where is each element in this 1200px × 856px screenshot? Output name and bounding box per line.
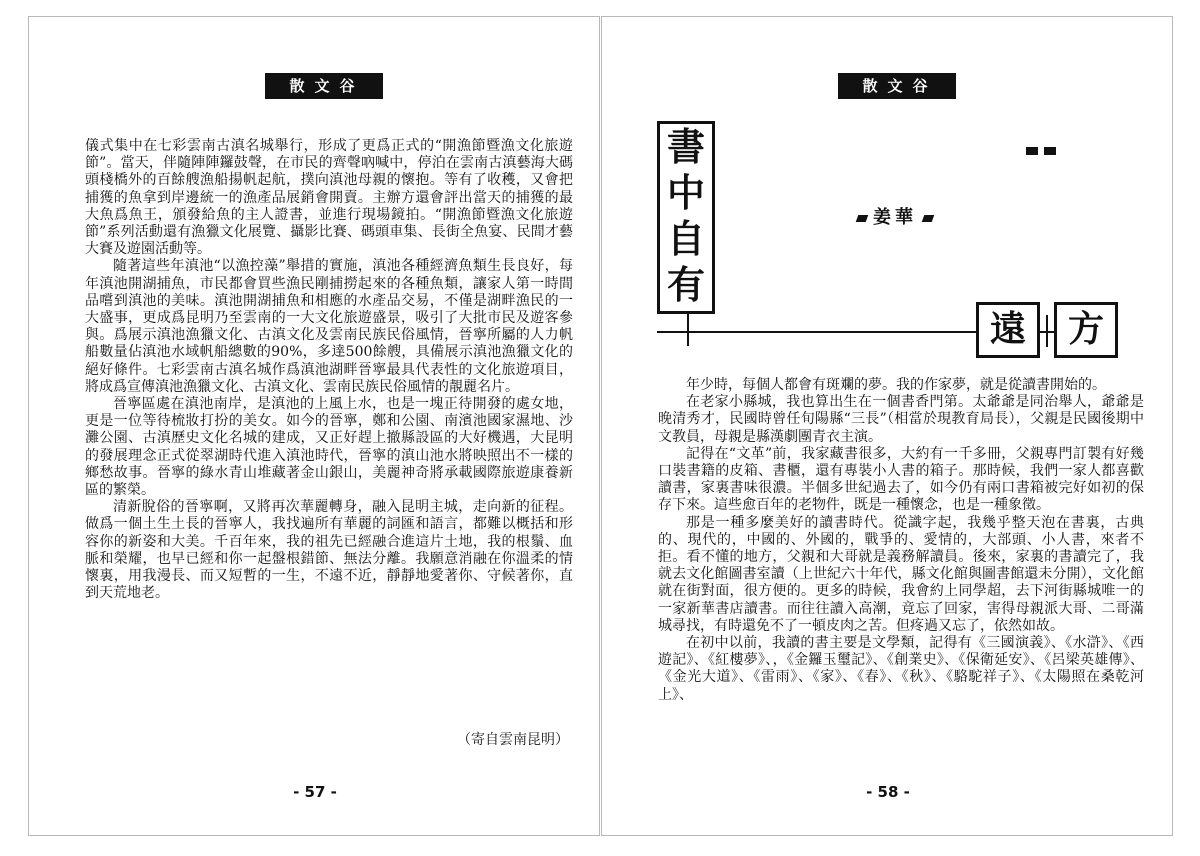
source-note: （寄自雲南昆明）	[457, 732, 569, 748]
paragraph: 在初中以前，我讀的書主要是文學類，記得有《三國演義》、《水滸》、《西遊記》、《紅樓夢》、，《金鑼玉璽記》、《創業史》、《保衛延安》、《呂梁英雄傳》、《金光大道》、《雷雨》、《家》、《春》、《秋》、《駱駝祥子》、《太陽照在桑乾河上》、	[658, 635, 1144, 703]
title-boxed-char: 方	[1054, 302, 1118, 358]
decorative-mark	[922, 215, 935, 222]
decorative-mark	[856, 215, 869, 222]
paragraph: 儀式集中在七彩雲南古滇名城舉行，形成了更爲正式的“開漁節暨漁文化旅遊節”。當天，伴隨陣陣鑼鼓聲，在市民的齊聲吶喊中，停泊在雲南古滇藝海大碼頭棧橋外的百餘艘漁船揚帆起航，撲向滇池母親的懷抱。等有了收穫，又會把捕獲的魚拿到岸邊統一的漁產品展銷會開賣。主辦方還會評出當天的捕獲的最大魚爲魚王，頒發給魚的主人證書，並進行現場鏡拍。“開漁節暨漁文化旅遊節”系列活動還有漁獵文化展覽、攝影比賽、碼頭車集、長街全魚宴、民間才藝大賽及遊園活動等。	[85, 138, 573, 258]
section-header-label: 散文谷	[265, 73, 383, 99]
title-divider	[687, 314, 689, 346]
title-char: 有	[666, 263, 705, 307]
author-name: 姜華	[873, 207, 917, 228]
article-body	[85, 138, 573, 602]
title-divider	[657, 331, 977, 333]
author-byline	[835, 207, 955, 229]
title-char: 中	[666, 171, 705, 215]
page-number: - 57 -	[293, 783, 337, 801]
decorative-dash	[1026, 147, 1038, 155]
page-number: - 58 -	[866, 783, 910, 801]
title-char: 書	[666, 125, 705, 169]
paragraph: 那是一種多麼美好的讀書時代。從識字起，我幾乎整天泡在書裏，古典的、現代的，中國的、外國的，戰爭的、愛情的，大部頭、小人書，來者不拒。看不懂的地方，父親和大哥就是義務解讀員。後來，家裏的書讀完了，我就去文化館圖書室讀（上世紀六十年代，縣文化館與圖書館還未分開），文化館就在街對面，很方便的。更多的時候，我會約上同學超，去下河街縣城唯一的一家新華書店讀書。而往往讀入高潮，竟忘了回家，害得母親派大哥、二哥滿城尋找，有時還免不了一頓皮肉之苦。但疼過又忘了，依然如故。	[658, 514, 1144, 634]
paragraph: 晉寧區處在滇池南岸，是滇池的上風上水，也是一塊正待開發的處女地，更是一位等待梳妝打扮的美女。如今的晉寧，鄭和公園、南濱池國家濕地、沙灘公園、古滇歷史文化名城的建成，又正好趕上撤縣設區的大好機遇，大昆明的發展理念正式從翠湖時代進入滇池時代，晉寧的滇山池水將映照出不一樣的鄉愁故事。晉寧的綠水青山堆藏著金山銀山，美麗神奇將承載國際旅遊康養新區的繁榮。	[85, 396, 573, 499]
right-page	[601, 16, 1173, 836]
title-divider	[1040, 331, 1054, 333]
title-char: 自	[666, 217, 705, 261]
article-body	[658, 377, 1144, 704]
title-boxed-char: 遠	[976, 302, 1040, 358]
decorative-dash	[1044, 147, 1056, 155]
paragraph: 在老家小縣城，我也算出生在一個書香門第。太爺爺是同治舉人，爺爺是晚清秀才，民國時曾任旬陽縣“三長”（相當於現教育局長），父親是民國後期中文教員，母親是縣漢劇團青衣主演。	[658, 394, 1144, 445]
paragraph: 年少時，每個人都會有斑斕的夢。我的作家夢，就是從讀書開始的。	[686, 377, 1106, 393]
paragraph: 清新脫俗的晉寧啊，又將再次華麗轉身，融入昆明主城，走向新的征程。做爲一個土生土長的晉寧人，我找遍所有華麗的詞匯和語言，都難以概括和形容你的新姿和大美。千百年來，我的祖先已經融合進這片土地，我的根鬚、血脈和榮耀，也早已經和你一起盤根錯節、無法分離。我願意消融在你溫柔的情懷裏，用我漫長、而又短暫的一生，不遠不近，靜靜地愛著你、守候著你，直到天荒地老。	[85, 499, 573, 602]
vertical-title	[657, 121, 715, 314]
paragraph: 記得在“文革”前，我家藏書很多，大約有一千多冊，父親專門訂製有好幾口裝書籍的皮箱、書櫃，還有專裝小人書的箱子。那時候，我們一家人都喜歡讀書，家裏書味很濃。半個多世紀過去了，如今仍有兩口書箱被完好如初的保存下來。這些愈百年的老物件，既是一種懷念，也是一種象徵。	[658, 445, 1144, 514]
section-header-label: 散文谷	[838, 73, 956, 99]
left-page	[28, 16, 600, 836]
paragraph: 隨著這些年滇池“以漁控藻”舉措的實施，滇池各種經濟魚類生長良好，每年滇池開湖捕魚，市民都會買些漁民剛捕撈起來的各種魚類，讓家人第一時間品嚐到滇池的美味。滇池開湖捕魚和相應的水產品交易，不僅是湖畔漁民的一大盛事，更成爲昆明乃至雲南的一大文化旅遊盛景，吸引了大批市民及遊客參與。爲展示滇池漁獵文化、古滇文化及雲南民族民俗風情，晉寧所屬的人力帆船數量佔滇池水域帆船總數的90%，多達500餘艘，具備展示滇池漁獵文化的絕好條件。七彩雲南古滇名城作爲滇池湖畔晉寧最具代表性的文化旅遊項目，將成爲宣傳滇池漁獵文化、古滇文化、雲南民族民俗風情的靚麗名片。	[85, 258, 573, 395]
